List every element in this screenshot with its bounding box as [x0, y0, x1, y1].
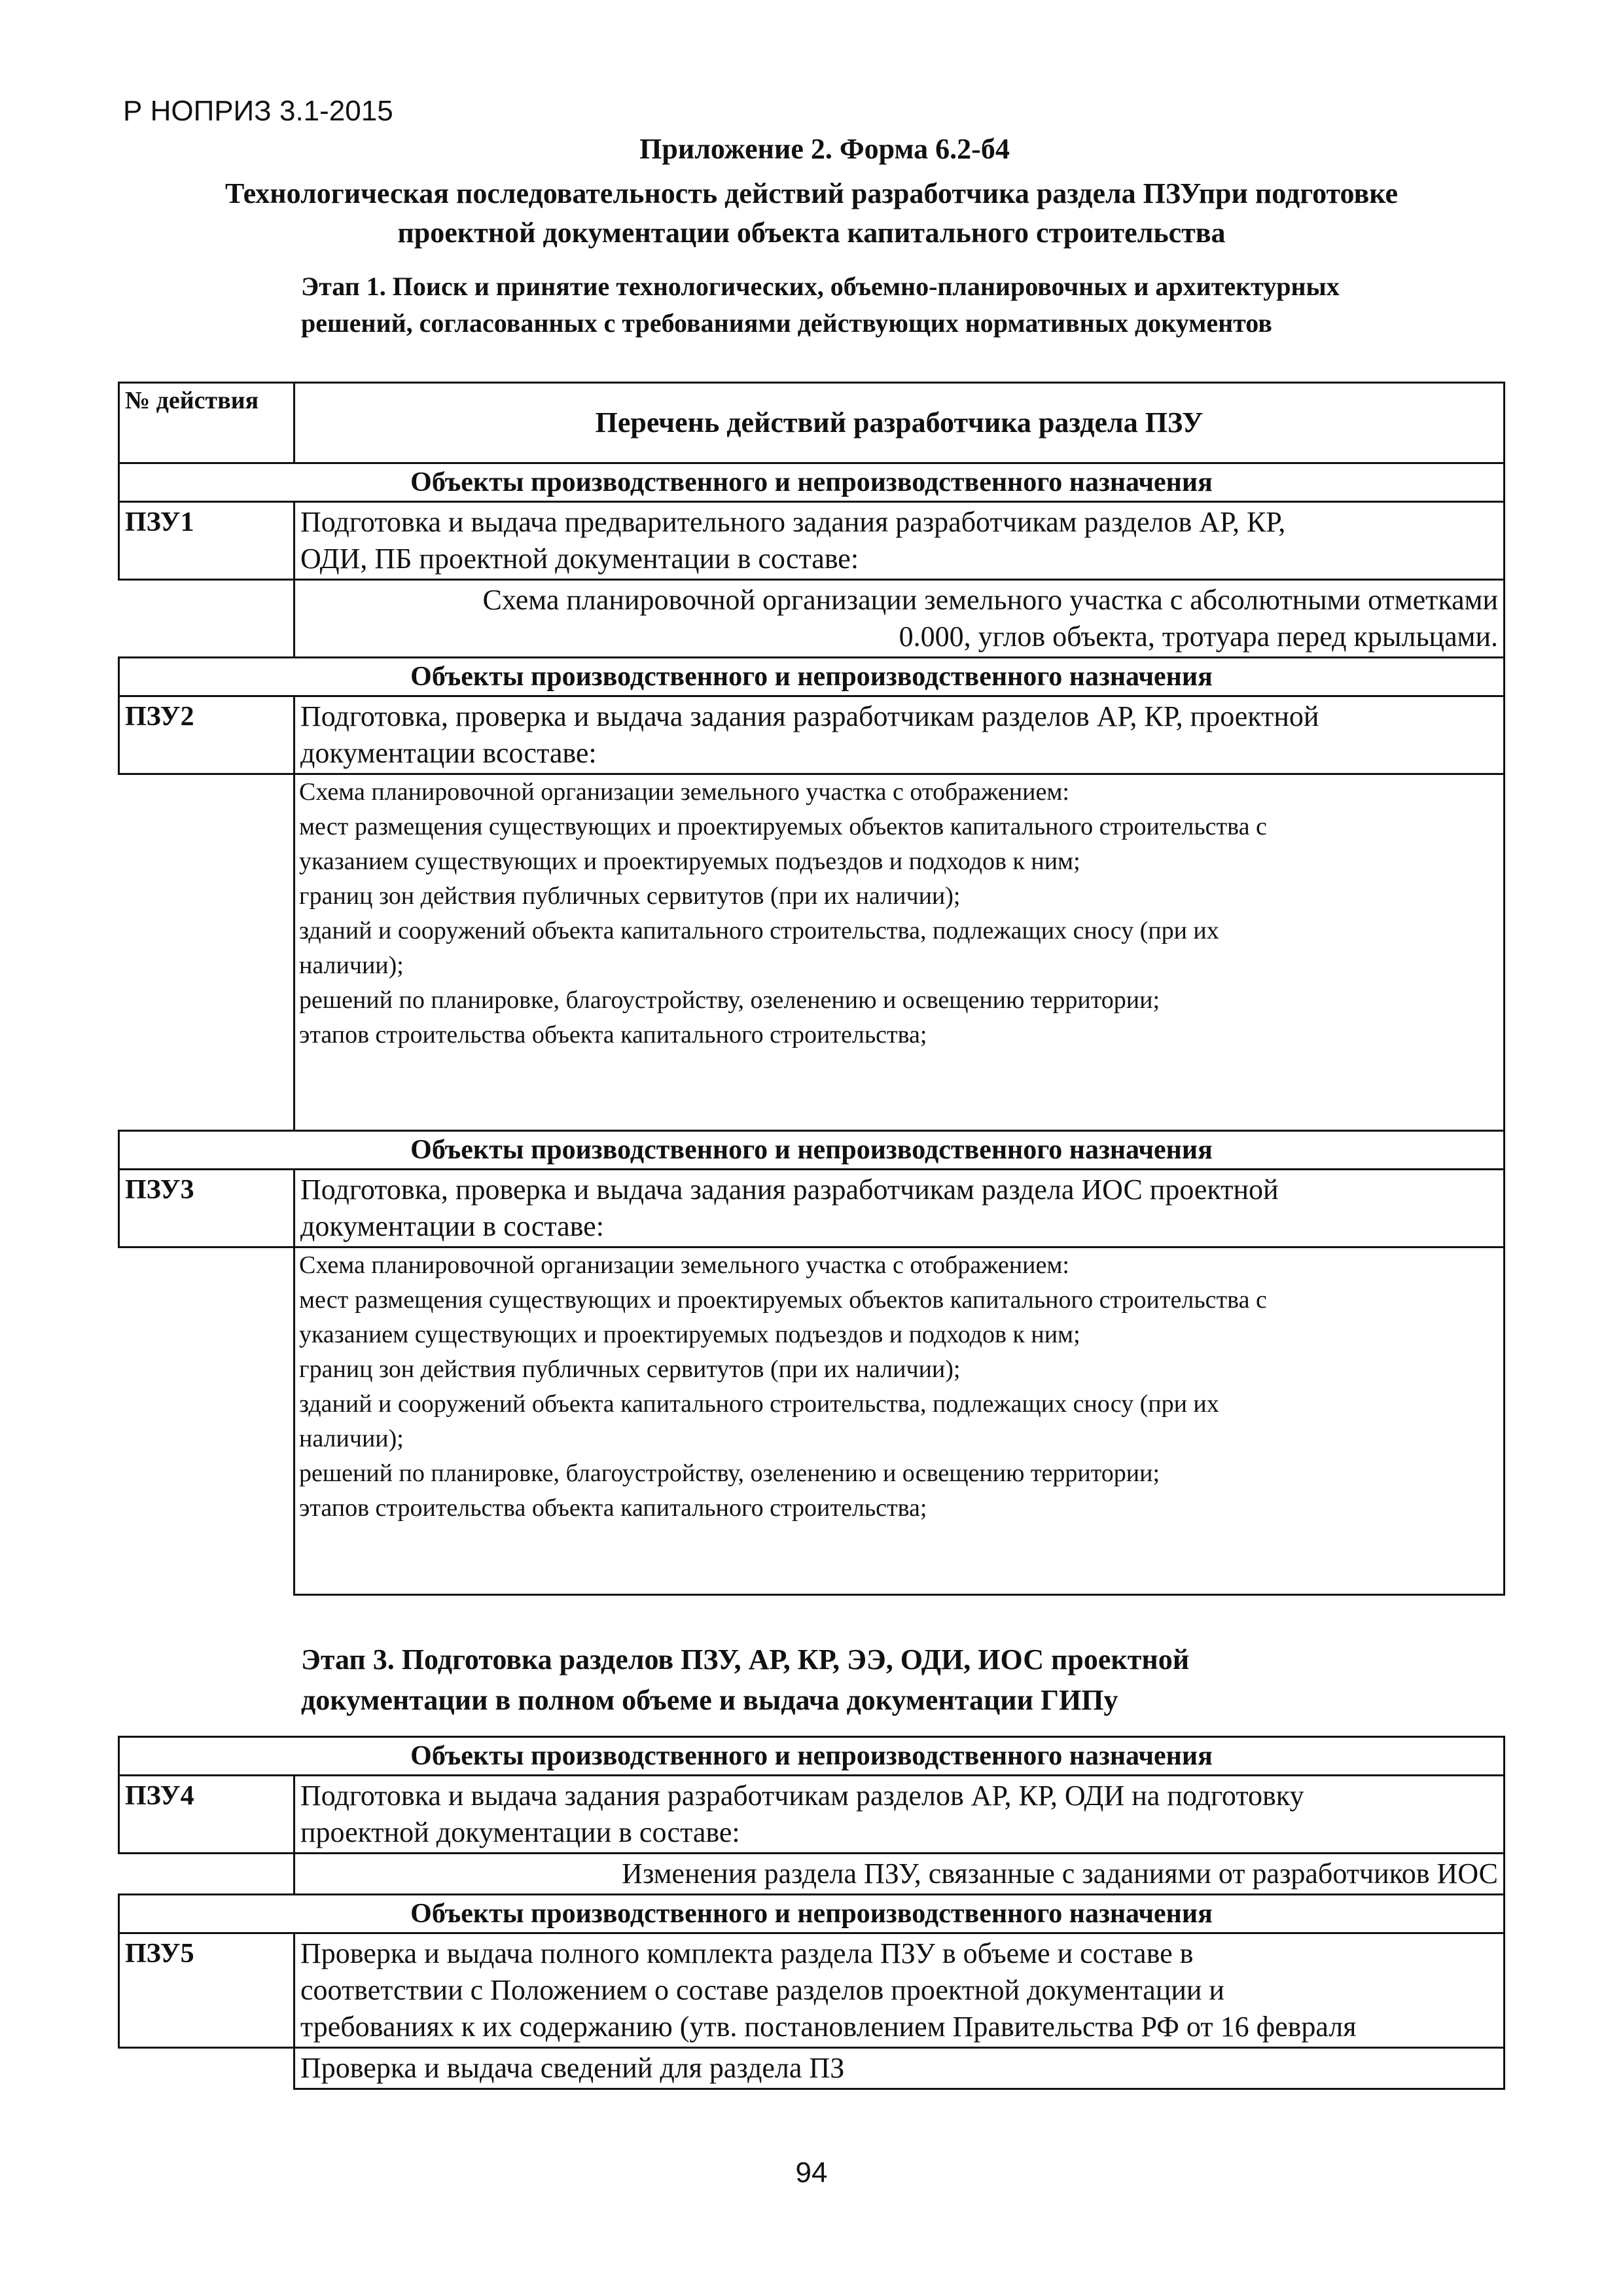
scheme-line: указанием существующих и проектируемых подъездов и подходов к ним;	[299, 848, 1080, 875]
empty-cell	[119, 774, 294, 1131]
section-row	[119, 463, 1505, 502]
stage-3-line-1: Этап 3. Подготовка разделов ПЗУ, АР, КР, ЭЭ, ОДИ, ИОС проектной	[301, 1643, 1190, 1676]
scheme-line: зданий и сооружений объекта капитального строительства, подлежащих сносу (при их	[299, 1390, 1219, 1418]
section-title: Объекты производственного и непроизводственного назначения	[119, 1895, 1505, 1933]
table-row	[119, 2048, 1505, 2089]
description-line: ОДИ, ПБ проектной документации в составе:	[300, 543, 859, 575]
action-code: ПЗУ1	[119, 502, 294, 580]
table-row	[119, 1933, 1505, 2048]
description-line: документации в составе:	[300, 1210, 604, 1242]
section-title: Объекты производственного и непроизводственного назначения	[119, 658, 1505, 696]
scheme-line: этапов строительства объекта капитального строительства;	[299, 1494, 927, 1522]
table-row	[119, 1170, 1505, 1247]
title-line-1: Технологическая последовательность действий разработчика раздела ПЗУпри подготовке	[224, 177, 1398, 209]
section-title: Объекты производственного и непроизводственного назначения	[119, 1737, 1505, 1776]
description-line: требованиях к их содержанию (утв. постановлением Правительства РФ от 16 февраля	[300, 2011, 1357, 2043]
description-line: проектной документации в составе:	[300, 1816, 740, 1848]
scheme-line: границ зон действия публичных сервитутов (при их наличии);	[299, 882, 961, 910]
scheme-line: этапов строительства объекта капитального строительства;	[299, 1021, 927, 1049]
stage-3-line-2: документации в полном объеме и выдача документации ГИПу	[301, 1684, 1118, 1716]
description-line: Подготовка, проверка и выдача задания разработчикам разделов АР, КР, проектной	[300, 700, 1319, 732]
section-row	[119, 1895, 1505, 1933]
empty-cell	[119, 1854, 294, 1895]
description-line: Подготовка, проверка и выдача задания разработчикам раздела ИОС проектной	[300, 1174, 1279, 1206]
table-row	[119, 696, 1505, 774]
action-detail: Проверка и выдача сведений для раздела ПЗ	[294, 2048, 1505, 2089]
action-code: ПЗУ2	[119, 696, 294, 774]
scheme-line: мест размещения существующих и проектируемых объектов капитального строительства с	[299, 1286, 1267, 1314]
document-title	[0, 174, 1623, 253]
scheme-line: мест размещения существующих и проектируемых объектов капитального строительства с	[299, 813, 1267, 840]
stage-3-heading	[301, 1640, 1414, 1721]
scheme-line: Схема планировочной организации земельного участка с отображением:	[299, 778, 1069, 806]
scheme-line: наличии);	[299, 1425, 404, 1452]
actions-table-stage-3	[118, 1736, 1505, 2090]
section-row	[119, 1131, 1505, 1170]
empty-cell	[119, 580, 294, 658]
header-action-list: Перечень действий разработчика раздела ПЗУ	[294, 383, 1505, 463]
stage-1-heading	[301, 268, 1518, 342]
detail-line: 0.000, углов объекта, тротуара перед крыльцами.	[899, 620, 1498, 653]
scheme-line: Схема планировочной организации земельного участка с отображением:	[299, 1251, 1069, 1279]
actions-table-stage-1	[118, 382, 1505, 1596]
action-description	[294, 1776, 1505, 1854]
scheme-line: зданий и сооружений объекта капитального строительства, подлежащих сносу (при их	[299, 917, 1219, 944]
empty-cell	[119, 1247, 294, 1595]
action-code: ПЗУ3	[119, 1170, 294, 1247]
description-line: документации всоставе:	[300, 737, 597, 769]
empty-cell	[119, 2048, 294, 2089]
scheme-line: решений по планировке, благоустройству, озеленению и освещению территории;	[299, 1460, 1160, 1487]
table-row	[119, 1247, 1505, 1595]
action-detail: Изменения раздела ПЗУ, связанные с заданиями от разработчиков ИОС	[294, 1854, 1505, 1895]
scheme-line: наличии);	[299, 952, 404, 979]
table-header-row	[119, 383, 1505, 463]
action-description	[294, 502, 1505, 580]
header-action-number: № действия	[119, 383, 294, 463]
action-code: ПЗУ5	[119, 1933, 294, 2048]
section-row	[119, 1737, 1505, 1776]
stage-1-line-1: Этап 1. Поиск и принятие технологических, объемно-планировочных и архитектурных	[301, 272, 1340, 301]
scheme-line: указанием существующих и проектируемых подъездов и подходов к ним;	[299, 1321, 1080, 1348]
action-detail	[294, 580, 1505, 658]
table-row	[119, 580, 1505, 658]
description-line: Подготовка и выдача предварительного задания разработчикам разделов АР, КР,	[300, 506, 1286, 538]
stage-1-line-2: решений, согласованных с требованиями действующих нормативных документов	[301, 308, 1272, 338]
action-description	[294, 1170, 1505, 1247]
section-row	[119, 658, 1505, 696]
appendix-heading: Приложение 2. Форма 6.2-б4	[639, 133, 1010, 165]
action-code: ПЗУ4	[119, 1776, 294, 1854]
section-title: Объекты производственного и непроизводственного назначения	[119, 1131, 1505, 1170]
table-row	[119, 502, 1505, 580]
description-line: Проверка и выдача полного комплекта раздела ПЗУ в объеме и составе в	[300, 1937, 1194, 1969]
table-row	[119, 774, 1505, 1131]
scheme-line: решений по планировке, благоустройству, озеленению и освещению территории;	[299, 986, 1160, 1014]
table-row	[119, 1854, 1505, 1895]
document-code: Р НОПРИЗ 3.1-2015	[123, 95, 393, 127]
description-line: соответствии с Положением о составе разделов проектной документации и	[300, 1974, 1224, 2006]
description-line: Подготовка и выдача задания разработчикам разделов АР, КР, ОДИ на подготовку	[300, 1780, 1304, 1812]
scheme-detail	[294, 1247, 1505, 1595]
title-line-2: проектной документации объекта капитального строительства	[397, 217, 1226, 249]
scheme-detail	[294, 774, 1505, 1131]
action-description	[294, 1933, 1505, 2048]
detail-line: Схема планировочной организации земельного участка с абсолютными отметками	[482, 584, 1498, 616]
page-number: 94	[795, 2157, 828, 2189]
table-row	[119, 1776, 1505, 1854]
section-title: Объекты производственного и непроизводственного назначения	[119, 463, 1505, 502]
scheme-line: границ зон действия публичных сервитутов (при их наличии);	[299, 1355, 961, 1383]
action-description	[294, 696, 1505, 774]
